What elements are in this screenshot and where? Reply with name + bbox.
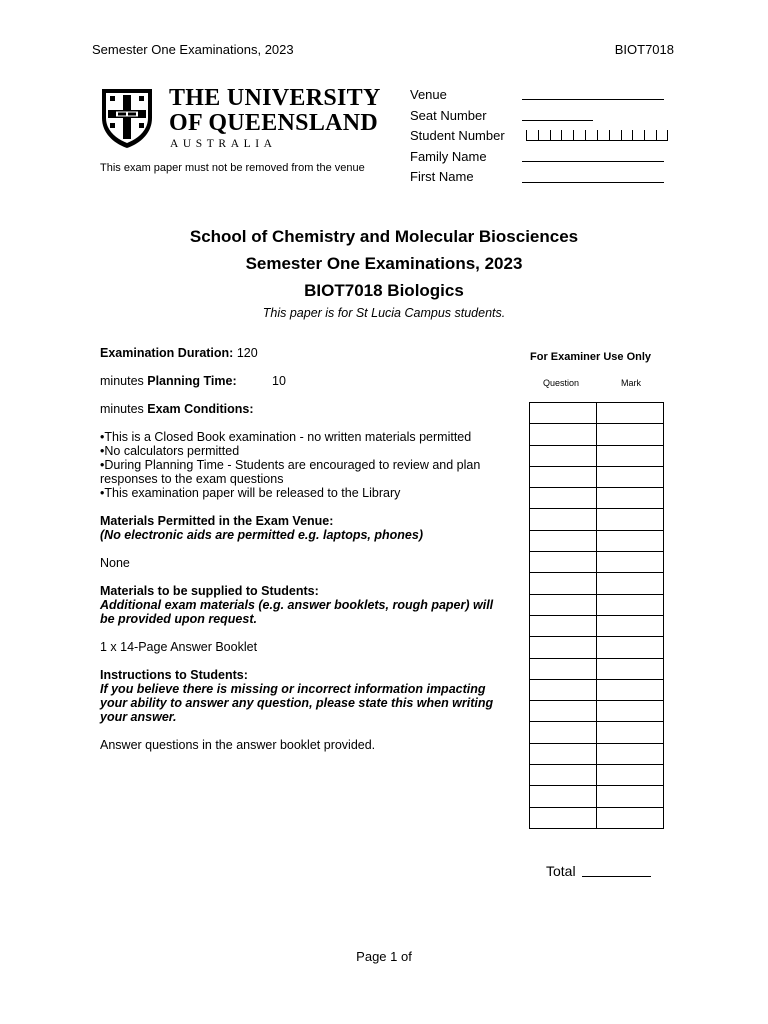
question-cell[interactable] <box>530 403 597 424</box>
duration-label: Examination Duration: <box>100 346 234 360</box>
planning-value: 10 <box>272 374 286 388</box>
examiner-table-row <box>530 722 664 743</box>
question-cell[interactable] <box>530 615 597 636</box>
materials-supplied-value: 1 x 14-Page Answer Booklet <box>100 640 258 654</box>
conditions-label: Exam Conditions: <box>147 402 254 416</box>
examiner-table-row <box>530 573 664 594</box>
semester-title: Semester One Examinations, 2023 <box>245 254 523 273</box>
venue-label: Venue <box>410 87 447 102</box>
family-name-label: Family Name <box>410 149 487 164</box>
page-footer: Page 1 of <box>356 949 412 964</box>
question-cell[interactable] <box>530 807 597 828</box>
mark-cell[interactable] <box>597 637 664 658</box>
minutes-text: minutes <box>100 374 148 388</box>
seat-number-label: Seat Number <box>410 108 487 123</box>
materials-supplied-label: Materials to be supplied to Students: <box>100 584 319 598</box>
mark-cell[interactable] <box>597 743 664 764</box>
student-digit-box[interactable] <box>656 130 668 141</box>
examiner-table-row <box>530 530 664 551</box>
student-digit-box[interactable] <box>573 130 585 141</box>
crest-icon <box>99 86 155 150</box>
instructions-label: Instructions to Students: <box>100 668 248 682</box>
question-cell[interactable] <box>530 509 597 530</box>
condition-item: responses to the exam questions <box>100 472 284 486</box>
examiner-heading: For Examiner Use Only <box>530 351 652 363</box>
materials-permitted-label: Materials Permitted in the Exam Venue: <box>100 514 334 528</box>
condition-item: •During Planning Time - Students are encouraged to review and plan <box>100 458 481 472</box>
question-cell[interactable] <box>530 786 597 807</box>
instructions-value: Answer questions in the answer booklet provided. <box>100 738 376 752</box>
mark-cell[interactable] <box>597 594 664 615</box>
question-column-header: Question <box>543 378 580 388</box>
university-logo <box>99 84 389 154</box>
student-digit-box[interactable] <box>632 130 644 141</box>
student-number-label: Student Number <box>410 128 505 143</box>
course-title: BIOT7018 Biologics <box>304 281 464 300</box>
examiner-mark-table <box>529 402 664 829</box>
examiner-table-row <box>530 807 664 828</box>
examiner-table-row <box>530 552 664 573</box>
question-cell[interactable] <box>530 637 597 658</box>
materials-supplied-note: be provided upon request. <box>100 612 257 626</box>
examiner-table-row <box>530 786 664 807</box>
question-cell[interactable] <box>530 658 597 679</box>
mark-cell[interactable] <box>597 488 664 509</box>
campus-note: This paper is for St Lucia Campus students. <box>262 306 506 320</box>
instructions-note: your answer. <box>100 710 177 724</box>
condition-item: •No calculators permitted <box>100 444 240 458</box>
mark-cell[interactable] <box>597 466 664 487</box>
mark-cell[interactable] <box>597 573 664 594</box>
student-digit-box[interactable] <box>550 130 562 141</box>
materials-supplied-note: Additional exam materials (e.g. answer booklets, rough paper) will <box>100 598 494 612</box>
duration-line <box>100 346 258 360</box>
page-header-left: Semester One Examinations, 2023 <box>92 42 294 57</box>
materials-permitted-value: None <box>100 556 130 570</box>
mark-cell[interactable] <box>597 658 664 679</box>
question-cell[interactable] <box>530 530 597 551</box>
seat-number-field[interactable] <box>522 120 593 121</box>
question-cell[interactable] <box>530 743 597 764</box>
examiner-table-row <box>530 743 664 764</box>
examiner-table-row <box>530 679 664 700</box>
mark-cell[interactable] <box>597 424 664 445</box>
student-digit-box[interactable] <box>621 130 633 141</box>
logo-text-line2: OF QUEENSLAND <box>169 110 379 136</box>
question-cell[interactable] <box>530 424 597 445</box>
removal-notice: This exam paper must not be removed from the venue <box>100 162 365 174</box>
question-cell[interactable] <box>530 765 597 786</box>
total-label: Total <box>546 863 576 879</box>
examiner-table-row <box>530 637 664 658</box>
first-name-field[interactable] <box>522 182 664 183</box>
minutes-text: minutes <box>100 402 148 416</box>
question-cell[interactable] <box>530 445 597 466</box>
instructions-note: If you believe there is missing or incorrect information impacting <box>100 682 486 696</box>
mark-cell[interactable] <box>597 722 664 743</box>
mark-cell[interactable] <box>597 445 664 466</box>
examiner-table-row <box>530 488 664 509</box>
question-cell[interactable] <box>530 722 597 743</box>
mark-cell[interactable] <box>597 807 664 828</box>
materials-permitted-note: (No electronic aids are permitted e.g. laptops, phones) <box>100 528 423 542</box>
mark-cell[interactable] <box>597 552 664 573</box>
question-cell[interactable] <box>530 594 597 615</box>
student-digit-box[interactable] <box>538 130 550 141</box>
mark-column-header: Mark <box>621 378 641 388</box>
mark-cell[interactable] <box>597 701 664 722</box>
school-title: School of Chemistry and Molecular Biosciences <box>189 227 579 246</box>
mark-cell[interactable] <box>597 786 664 807</box>
question-cell[interactable] <box>530 701 597 722</box>
question-cell[interactable] <box>530 679 597 700</box>
question-cell[interactable] <box>530 573 597 594</box>
examiner-table-row <box>530 445 664 466</box>
student-digit-box[interactable] <box>644 130 656 141</box>
page-header-course-code: BIOT7018 <box>614 42 674 57</box>
mark-cell[interactable] <box>597 403 664 424</box>
duration-value: 120 <box>233 346 258 360</box>
examiner-table-row <box>530 424 664 445</box>
examiner-table-row <box>530 509 664 530</box>
mark-cell[interactable] <box>597 765 664 786</box>
instructions-note: your ability to answer any question, please state this when writing <box>100 696 494 710</box>
mark-cell[interactable] <box>597 530 664 551</box>
condition-item: •This is a Closed Book examination - no written materials permitted <box>100 430 472 444</box>
question-cell[interactable] <box>530 552 597 573</box>
examiner-table-row <box>530 466 664 487</box>
logo-text-line1: THE UNIVERSITY <box>169 85 381 111</box>
student-number-field[interactable] <box>526 130 668 141</box>
student-digit-box[interactable] <box>561 130 573 141</box>
examiner-table-row <box>530 403 664 424</box>
planning-label: Planning Time: <box>147 374 237 388</box>
question-cell[interactable] <box>530 466 597 487</box>
mark-cell[interactable] <box>597 679 664 700</box>
family-name-field[interactable] <box>522 161 664 162</box>
student-digit-box[interactable] <box>597 130 609 141</box>
examiner-table-row <box>530 658 664 679</box>
student-digit-box[interactable] <box>609 130 621 141</box>
mark-cell[interactable] <box>597 615 664 636</box>
mark-cell[interactable] <box>597 509 664 530</box>
examiner-table-row <box>530 701 664 722</box>
venue-field[interactable] <box>522 99 664 100</box>
question-cell[interactable] <box>530 488 597 509</box>
condition-item: •This examination paper will be released to the Library <box>100 486 401 500</box>
first-name-label: First Name <box>410 169 474 184</box>
logo-text-line3: AUSTRALIA <box>170 138 277 150</box>
examiner-table-row <box>530 615 664 636</box>
student-digit-box[interactable] <box>526 130 538 141</box>
examiner-table-row <box>530 594 664 615</box>
examiner-table-row <box>530 765 664 786</box>
total-field[interactable] <box>582 876 651 877</box>
conditions-line <box>100 402 254 416</box>
planning-line <box>100 374 237 388</box>
student-digit-box[interactable] <box>585 130 597 141</box>
